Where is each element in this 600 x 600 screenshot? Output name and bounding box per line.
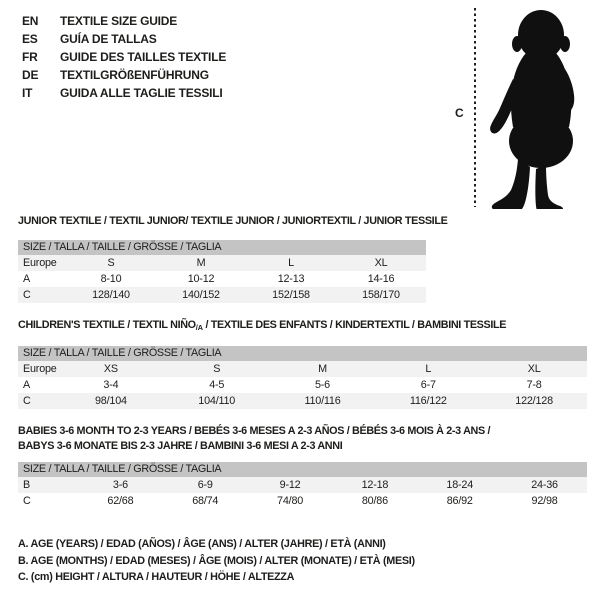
table-row [18,493,587,509]
language-code: EN [22,14,39,28]
language-header [22,12,226,102]
table-title-text: JUNIOR TEXTILE / TEXTIL JUNIOR/ TEXTILE JUNIOR / JUNIORTEXTIL / JUNIOR TESSILE [18,215,448,227]
value-cell: 80/86 [361,495,388,507]
size-grid [18,361,587,409]
table-title [18,424,587,454]
row-label-cell: A [23,379,31,391]
row-label-cell: A [23,273,31,285]
table-row [18,477,587,493]
size-table-section-babies [18,424,587,509]
size-table [18,346,587,409]
size-table-section-children [18,318,587,409]
value-cell: 8-10 [100,273,122,285]
table-title-text: BABIES 3-6 MONTH TO 2-3 YEARS / BEBÉS 3-6 MESES A 2-3 AÑOS / BÉBÉS 3-6 MOIS À 2-3 ANS / [18,425,491,437]
value-cell: 86/92 [446,495,473,507]
table-title-line [18,424,587,439]
table-title-line [18,439,587,454]
legend-line: C. (cm) HEIGHT / ALTURA / HAUTEUR / HÖHE / ALTEZZA [18,571,295,583]
value-cell: 5-6 [314,379,330,391]
row-label-cell: C [23,395,31,407]
language-title-text: TEXTILGRÖßENFÜHRUNG [60,68,209,82]
table-title-line [18,214,447,229]
value-cell: 74/80 [277,495,304,507]
size-grid [18,255,426,303]
value-cell: 7-8 [526,379,542,391]
table-row [18,271,426,287]
value-cell: 12-13 [277,273,305,285]
baby-figure [450,6,600,212]
table-title-text: / TEXTILE DES ENFANTS / KINDERTEXTIL / BAMBINI TESSILE [202,319,507,331]
row-label-cell: C [23,495,31,507]
language-code: FR [22,50,38,64]
language-code: ES [22,32,38,46]
table-title-line [18,318,587,335]
value-cell: 92/98 [531,495,558,507]
size-table-section-junior [18,214,447,303]
row-label-cell: B [23,479,31,491]
value-cell: M [196,257,206,269]
value-cell: 12-18 [361,479,389,491]
value-cell: 3-6 [112,479,128,491]
size-table [18,240,426,303]
value-cell: 110/116 [304,395,341,407]
legend [18,536,415,586]
table-title-text: CHILDREN'S TEXTILE / TEXTIL NIÑO [18,319,196,331]
value-cell: 6-7 [420,379,436,391]
language-title-text: GUÍA DE TALLAS [60,32,157,46]
size-band-header: SIZE / TALLA / TAILLE / GRÖSSE / TAGLIA [18,346,587,361]
value-cell: 122/128 [515,395,553,407]
value-cell: 68/74 [192,495,219,507]
language-row [22,48,226,66]
language-title-text: GUIDA ALLE TAGLIE TESSILI [60,86,223,100]
value-cell: 98/104 [94,395,127,407]
height-dotted-line [474,8,476,207]
value-cell: 104/110 [198,395,236,407]
baby-silhouette-image [486,9,596,209]
table-row [18,287,426,303]
language-row [22,30,226,48]
value-cell: 158/170 [362,289,400,301]
language-code: DE [22,68,39,82]
height-c-label: C [455,106,464,120]
value-cell: 116/122 [409,395,447,407]
table-row [18,393,587,409]
value-cell: 4-5 [209,379,225,391]
value-cell: 9-12 [279,479,301,491]
size-band-header: SIZE / TALLA / TAILLE / GRÖSSE / TAGLIA [18,240,426,255]
language-row [22,12,226,30]
table-row [18,255,426,271]
baby-head [518,10,564,60]
value-cell: 140/152 [182,289,220,301]
value-cell: S [107,257,115,269]
language-title-text: TEXTILE SIZE GUIDE [60,14,178,28]
row-label-cell: C [23,289,31,301]
value-cell: 6-9 [197,479,213,491]
value-cell: 62/68 [107,495,134,507]
table-row [18,377,587,393]
value-cell: 3-4 [103,379,119,391]
table-title [18,318,587,335]
language-row [22,66,226,84]
legend-line: A. AGE (YEARS) / EDAD (AÑOS) / ÂGE (ANS) / ALTER (JAHRE) / ETÀ (ANNI) [18,538,386,550]
size-grid [18,477,587,509]
value-cell: 18-24 [446,479,474,491]
size-table [18,462,587,509]
value-cell: 24-36 [531,479,558,491]
row-label-cell: Europe [23,363,57,375]
value-cell: L [425,363,432,375]
value-cell: XS [103,363,118,375]
table-title [18,214,447,229]
value-cell: XL [527,363,541,375]
language-title-text: GUIDE DES TAILLES TEXTILE [60,50,227,64]
value-cell: L [288,257,294,269]
value-cell: 10-12 [187,273,215,285]
table-row [18,361,587,377]
table-title-text: /A [195,323,203,332]
value-cell: 14-16 [367,273,395,285]
value-cell: 152/158 [272,289,310,301]
language-row [22,84,226,102]
row-label-cell: Europe [23,257,57,269]
value-cell: M [318,363,327,375]
size-band-header: SIZE / TALLA / TAILLE / GRÖSSE / TAGLIA [18,462,587,477]
legend-line: B. AGE (MONTHS) / EDAD (MESES) / ÂGE (MOIS) / ALTER (MONATE) / ETÀ (MESI) [18,554,415,567]
value-cell: XL [374,257,388,269]
language-code: IT [22,86,33,100]
value-cell: S [213,363,221,375]
table-title-text: BABYS 3-6 MONATE BIS 2-3 JAHRE / BAMBINI 3-6 MESI A 2-3 ANNI [18,440,343,452]
value-cell: 128/140 [92,289,130,301]
